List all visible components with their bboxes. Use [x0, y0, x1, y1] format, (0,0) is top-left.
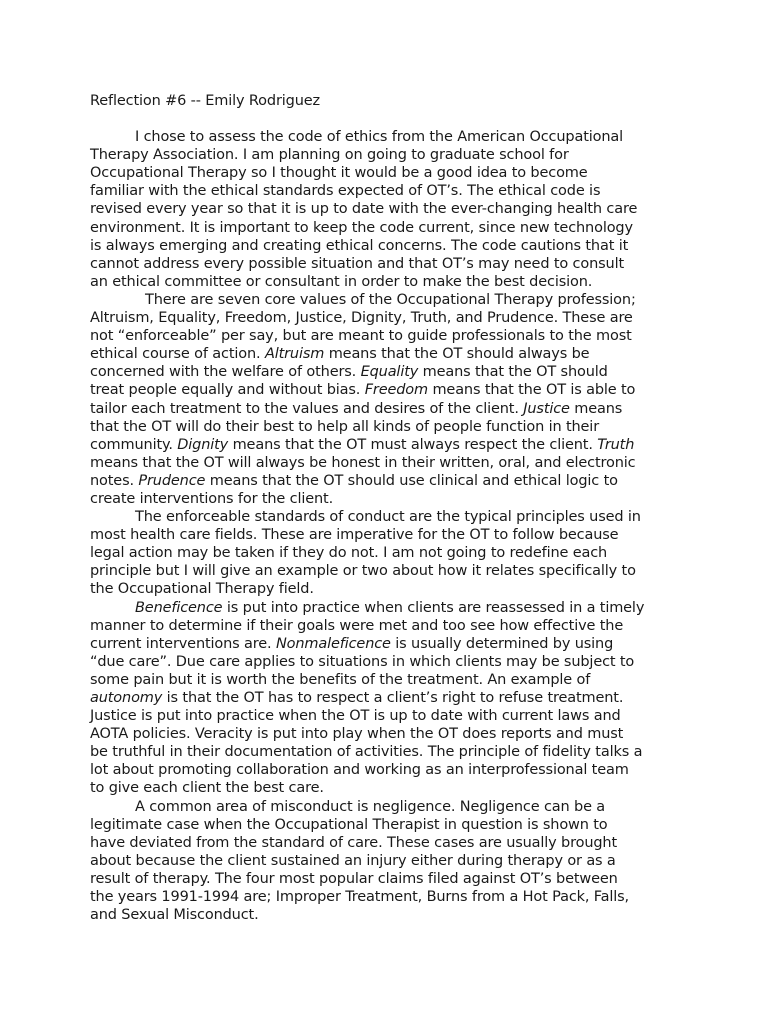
text-run: revised every year so that it is up to date with the ever-changing health care — [90, 201, 638, 218]
italic-term: Truth — [597, 436, 635, 453]
text-line — [90, 852, 690, 870]
text-run: Occupational Therapy so I thought it would be a good idea to become — [90, 165, 588, 182]
text-line — [90, 761, 690, 779]
text-line — [90, 164, 690, 182]
text-line — [90, 400, 690, 418]
text-run: some pain but it is worth the benefits of the treatment. An example of — [90, 671, 591, 688]
text-run: legitimate case when the Occupational Therapist in question is shown to — [90, 816, 608, 833]
text-run: means — [569, 400, 623, 417]
text-line — [90, 327, 690, 345]
text-run: “due care”. Due care applies to situations in which clients may be subject to — [90, 653, 635, 670]
text-run: current interventions are. — [90, 635, 276, 652]
text-run: community. — [90, 436, 178, 453]
text-run: legal action may be taken if they do not. I am not going to redefine each — [90, 545, 608, 562]
text-run: ethical course of action. — [90, 346, 265, 363]
italic-term: autonomy — [90, 690, 163, 706]
text-line — [90, 888, 690, 906]
paragraph — [90, 798, 690, 925]
italic-term: Dignity — [177, 436, 229, 453]
document-title: Reflection #6 -- Emily Rodriguez — [90, 93, 320, 109]
text-run: tailor each treatment to the values and desires of the client. — [90, 400, 524, 417]
paragraph — [90, 291, 690, 508]
text-run: manner to determine if their goals were met and too see how effective the — [90, 617, 624, 634]
text-line — [90, 345, 690, 363]
paragraph — [90, 128, 690, 291]
italic-term: Altruism — [264, 346, 325, 363]
text-line — [90, 671, 690, 689]
text-run: means that the OT is able to — [427, 382, 636, 399]
text-line — [90, 834, 690, 852]
paragraph — [90, 508, 690, 598]
text-line — [90, 255, 690, 273]
text-line — [90, 725, 690, 743]
text-run: the Occupational Therapy field. — [90, 581, 314, 598]
italic-term: Equality — [360, 364, 419, 381]
text-line — [90, 472, 690, 490]
text-run: familiar with the ethical standards expected of OT’s. The ethical code is — [90, 183, 601, 200]
text-line — [90, 562, 690, 580]
italic-term: Nonmaleficence — [275, 635, 391, 652]
text-run: not “enforceable” per say, but are meant to guide professionals to the most — [90, 328, 632, 345]
document-body — [90, 128, 690, 924]
text-line — [90, 128, 690, 146]
text-run: treat people equally and without bias. — [90, 382, 365, 399]
text-run: is put into practice when clients are reassessed in a timely — [222, 599, 645, 616]
text-run: means that the OT should use clinical and ethical logic to — [205, 472, 618, 489]
text-run: means that the OT should — [418, 364, 608, 381]
text-line — [90, 200, 690, 218]
text-line — [90, 363, 690, 381]
text-run: is usually determined by using — [390, 635, 614, 652]
text-run: an ethical committee or consultant in order to make the best decision. — [90, 273, 593, 290]
text-line — [90, 436, 690, 454]
text-line — [90, 418, 690, 436]
text-line — [90, 653, 690, 671]
text-run: Altruism, Equality, Freedom, Justice, Dignity, Truth, and Prudence. These are — [90, 310, 633, 327]
text-line — [90, 508, 690, 526]
text-run: that the OT will do their best to help all kinds of people function in their — [90, 418, 600, 435]
text-line — [90, 526, 690, 544]
text-line — [90, 707, 690, 725]
text-run: A common area of misconduct is negligence. Negligence can be a — [135, 798, 606, 815]
italic-term: Beneficence — [135, 599, 223, 616]
text-run: about because the client sustained an injury either during therapy or as a — [90, 852, 616, 869]
text-line — [90, 599, 690, 617]
text-line — [90, 743, 690, 761]
text-line — [90, 454, 690, 472]
text-line — [90, 779, 690, 797]
text-run: notes. — [90, 472, 139, 489]
text-line — [90, 309, 690, 327]
text-run: means that the OT should always be — [324, 346, 590, 363]
text-line — [90, 146, 690, 164]
text-run: There are seven core values of the Occupational Therapy profession; — [145, 291, 636, 308]
text-run: means that the OT must always respect the client. — [228, 436, 598, 453]
text-run: AOTA policies. Veracity is put into play when the OT does reports and must — [90, 726, 624, 743]
text-run: The enforceable standards of conduct are the typical principles used in — [135, 509, 641, 526]
text-run: create interventions for the client. — [90, 490, 334, 507]
text-run: the years 1991-1994 are; Improper Treatment, Burns from a Hot Pack, Falls, — [90, 889, 630, 906]
text-run: most health care fields. These are imperative for the OT to follow because — [90, 527, 619, 544]
paragraph — [90, 599, 690, 798]
text-run: I chose to assess the code of ethics from the American Occupational — [135, 129, 623, 146]
text-line — [90, 273, 690, 291]
text-run: environment. It is important to keep the code current, since new technology — [90, 219, 633, 236]
text-run: Therapy Association. I am planning on going to graduate school for — [90, 147, 569, 164]
italic-term: Justice — [523, 400, 570, 417]
text-line — [90, 798, 690, 816]
text-run: means that the OT will always be honest in their written, oral, and electronic — [90, 454, 636, 471]
text-run: is always emerging and creating ethical concerns. The code cautions that it — [90, 237, 629, 254]
text-run: Justice is put into practice when the OT is up to date with current laws and — [90, 708, 621, 725]
text-run: result of therapy. The four most popular claims filed against OT’s between — [90, 870, 618, 887]
text-line — [90, 635, 690, 653]
text-line — [90, 906, 690, 924]
text-run: be truthful in their documentation of activities. The principle of fidelity talks a — [90, 744, 643, 761]
text-line — [90, 689, 690, 707]
text-run: have deviated from the standard of care. These cases are usually brought — [90, 834, 617, 851]
text-run: and Sexual Misconduct. — [90, 907, 259, 924]
document-page — [90, 92, 690, 924]
text-run: concerned with the welfare of others. — [90, 364, 361, 381]
text-run: is that the OT has to respect a client’s right to refuse treatment. — [162, 690, 624, 706]
text-line — [90, 182, 690, 200]
text-run: principle but I will give an example or two about how it relates specifically to — [90, 563, 636, 580]
text-run: cannot address every possible situation and that OT’s may need to consult — [90, 255, 624, 272]
text-run: to give each client the best care. — [90, 780, 324, 797]
text-line — [90, 219, 690, 237]
text-line — [90, 617, 690, 635]
text-line — [90, 544, 690, 562]
text-line — [90, 580, 690, 598]
italic-term: Prudence — [138, 472, 206, 489]
italic-term: Freedom — [364, 382, 428, 399]
text-line — [90, 291, 690, 309]
text-line — [90, 381, 690, 399]
text-line — [90, 237, 690, 255]
text-line — [90, 870, 690, 888]
text-line — [90, 490, 690, 508]
text-run: lot about promoting collaboration and working as an interprofessional team — [90, 762, 629, 779]
text-line — [90, 816, 690, 834]
